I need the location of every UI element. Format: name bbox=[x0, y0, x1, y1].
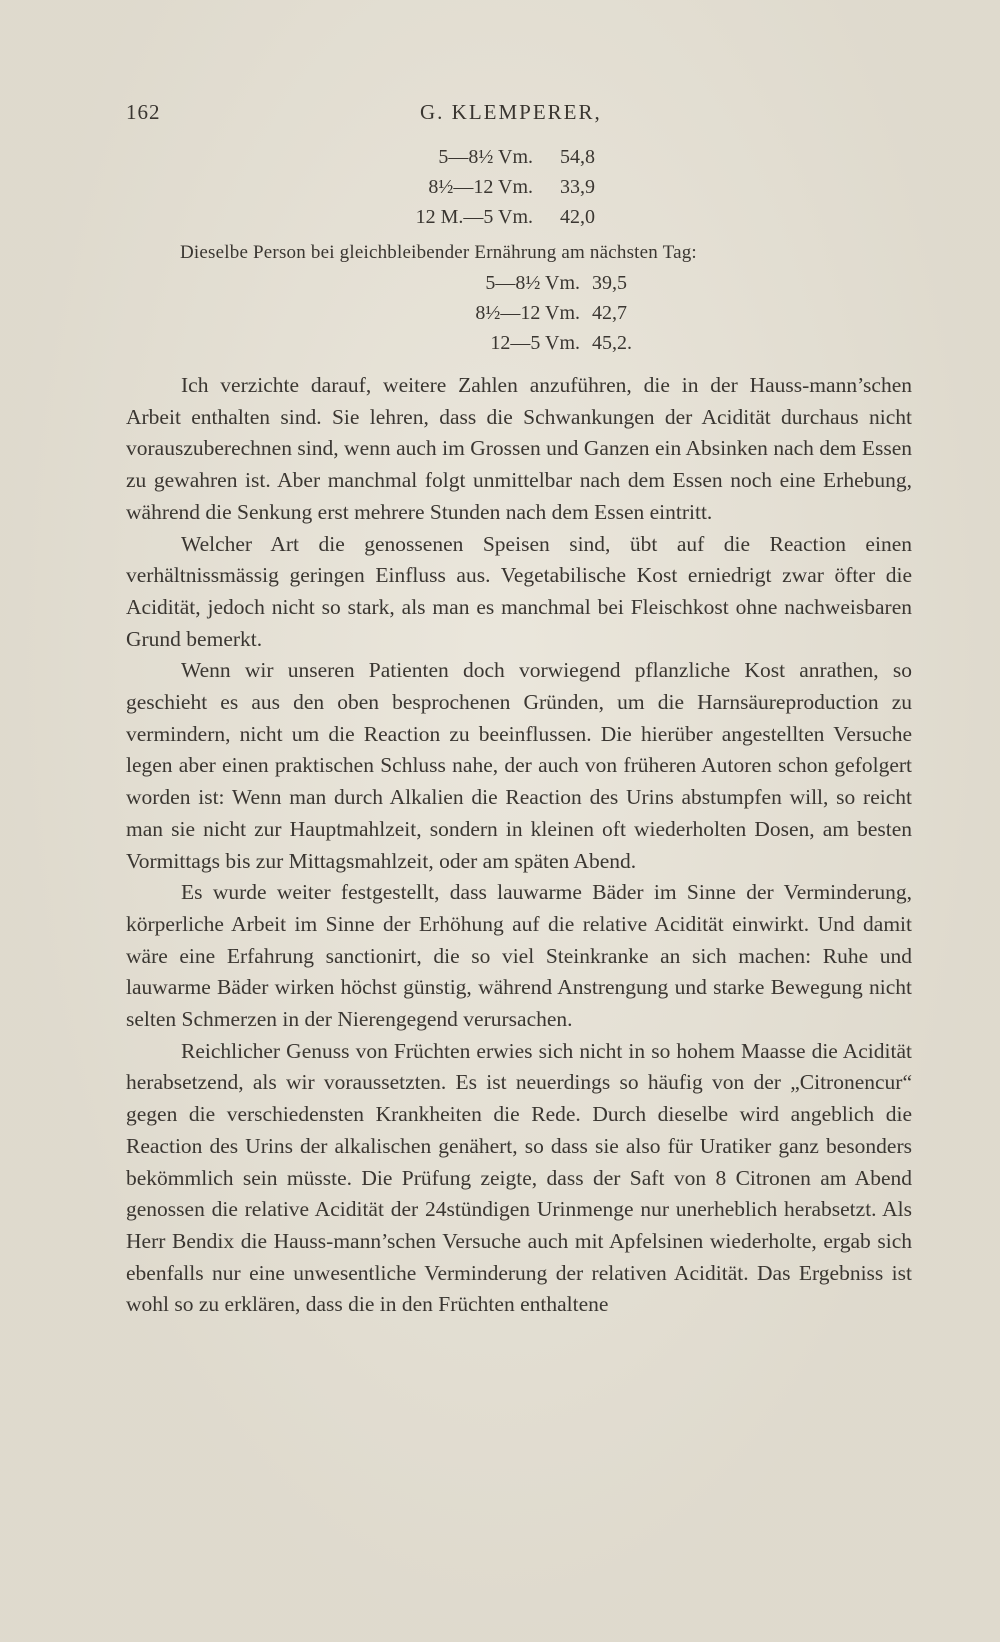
paragraph: Welcher Art die genossenen Speisen sind, übt auf die Reaction einen verhältnissmässig geringen Einfluss aus. Vegetabilische Kost erniedrigt zwar öfter die Acidität, jedoch nicht so stark, als man es manchmal bei Fleischkost ohne nachweisbaren Grund bemerkt. bbox=[126, 531, 912, 651]
acidity-table-1 bbox=[0, 142, 1000, 232]
table-row bbox=[0, 268, 1000, 298]
time-range: 5—8½ Vm. bbox=[485, 272, 580, 294]
acidity-value: 33,9 bbox=[560, 176, 595, 198]
acidity-value: 42,7 bbox=[592, 302, 627, 324]
time-range: 5—8½ Vm. bbox=[438, 146, 533, 168]
time-range: 12 M.—5 Vm. bbox=[415, 206, 533, 228]
paragraph: Reichlicher Genuss von Früchten erwies sich nicht in so hohem Maasse die Acidität herabsetzend, als wir voraussetzten. Es ist neuerdings so häufig von der „Citronencur“ gegen die verschiedensten Krankheiten die Rede. Durch dieselbe wird angeblich die Reaction des Urins der alkalischen genähert, so dass sie also für Uratiker ganz besonders bekömmlich sein müsste. Die Prüfung zeigte, dass der Saft von 8 Citronen am Abend genossen die relative Acidität der 24stündigen Urinmenge nur unerheblich herabsetzt. Als Herr Bendix die Hauss-mann’schen Versuche auch mit Apfelsinen wiederholte, ergab sich ebenfalls nur eine unwesentliche Verminderung der relativen Acidität. Das Ergebniss ist wohl so zu erklären, dass die in den Früchten enthaltene bbox=[126, 1038, 912, 1317]
paragraph: Ich verzichte darauf, weitere Zahlen anzuführen, die in der Hauss-mann’schen Arbeit enthalten sind. Sie lehren, dass die Schwankungen der Acidität durchaus nicht vorauszuberechnen sind, wenn auch im Grossen und Ganzen ein Absinken nach dem Essen zu gewahren ist. Aber manchmal folgt unmittelbar nach dem Essen noch eine Erhebung, während die Senkung erst mehrere Stunden nach dem Essen eintritt. bbox=[126, 373, 912, 524]
paragraph: Wenn wir unseren Patienten doch vorwiegend pflanzliche Kost anrathen, so geschieht es aus den oben besprochenen Gründen, um die Harnsäureproduction zu vermindern, nicht um die Reaction zu beeinflussen. Die hierüber angestellten Versuche legen aber einen praktischen Schluss nahe, der auch von früheren Autoren schon gefolgert worden ist: Wenn man durch Alkalien die Reaction des Urins abstumpfen will, so reicht man sie nicht zur Hauptmahlzeit, sondern in kleinen oft wiederholten Dosen, am besten Vormittags bis zur Mittagsmahlzeit, oder am späten Abend. bbox=[126, 658, 912, 873]
running-title: G. KLEMPERER, bbox=[420, 100, 602, 124]
table-row bbox=[0, 142, 1000, 172]
page-number: 162 bbox=[126, 100, 161, 124]
acidity-table-2 bbox=[0, 268, 1000, 358]
table-row bbox=[0, 172, 1000, 202]
acidity-value: 45,2. bbox=[592, 332, 632, 354]
table-row bbox=[0, 298, 1000, 328]
time-range: 8½—12 Vm. bbox=[428, 176, 533, 198]
body-text bbox=[126, 370, 912, 1321]
paragraph: Es wurde weiter festgestellt, dass lauwarme Bäder im Sinne der Verminderung, körperliche Arbeit im Sinne der Erhöhung auf die relative Acidität einwirkt. Und damit wäre eine Erfahrung sanctionirt, die so viel Steinkranke an sich machen: Ruhe und lauwarme Bäder wirken höchst günstig, während Anstrengung und starke Bewegung nicht selten Schmerzen in der Nierengegend verursachen. bbox=[126, 880, 912, 1032]
acidity-value: 39,5 bbox=[592, 272, 627, 294]
time-range: 8½—12 Vm. bbox=[475, 302, 580, 324]
page-header bbox=[126, 100, 912, 130]
acidity-value: 54,8 bbox=[560, 146, 595, 168]
time-range: 12—5 Vm. bbox=[490, 332, 580, 354]
table-caption: Dieselbe Person bei gleichbleibender Ernährung am nächsten Tag: bbox=[180, 242, 697, 263]
acidity-value: 42,0 bbox=[560, 206, 595, 228]
table-row bbox=[0, 202, 1000, 232]
table-row bbox=[0, 328, 1000, 358]
